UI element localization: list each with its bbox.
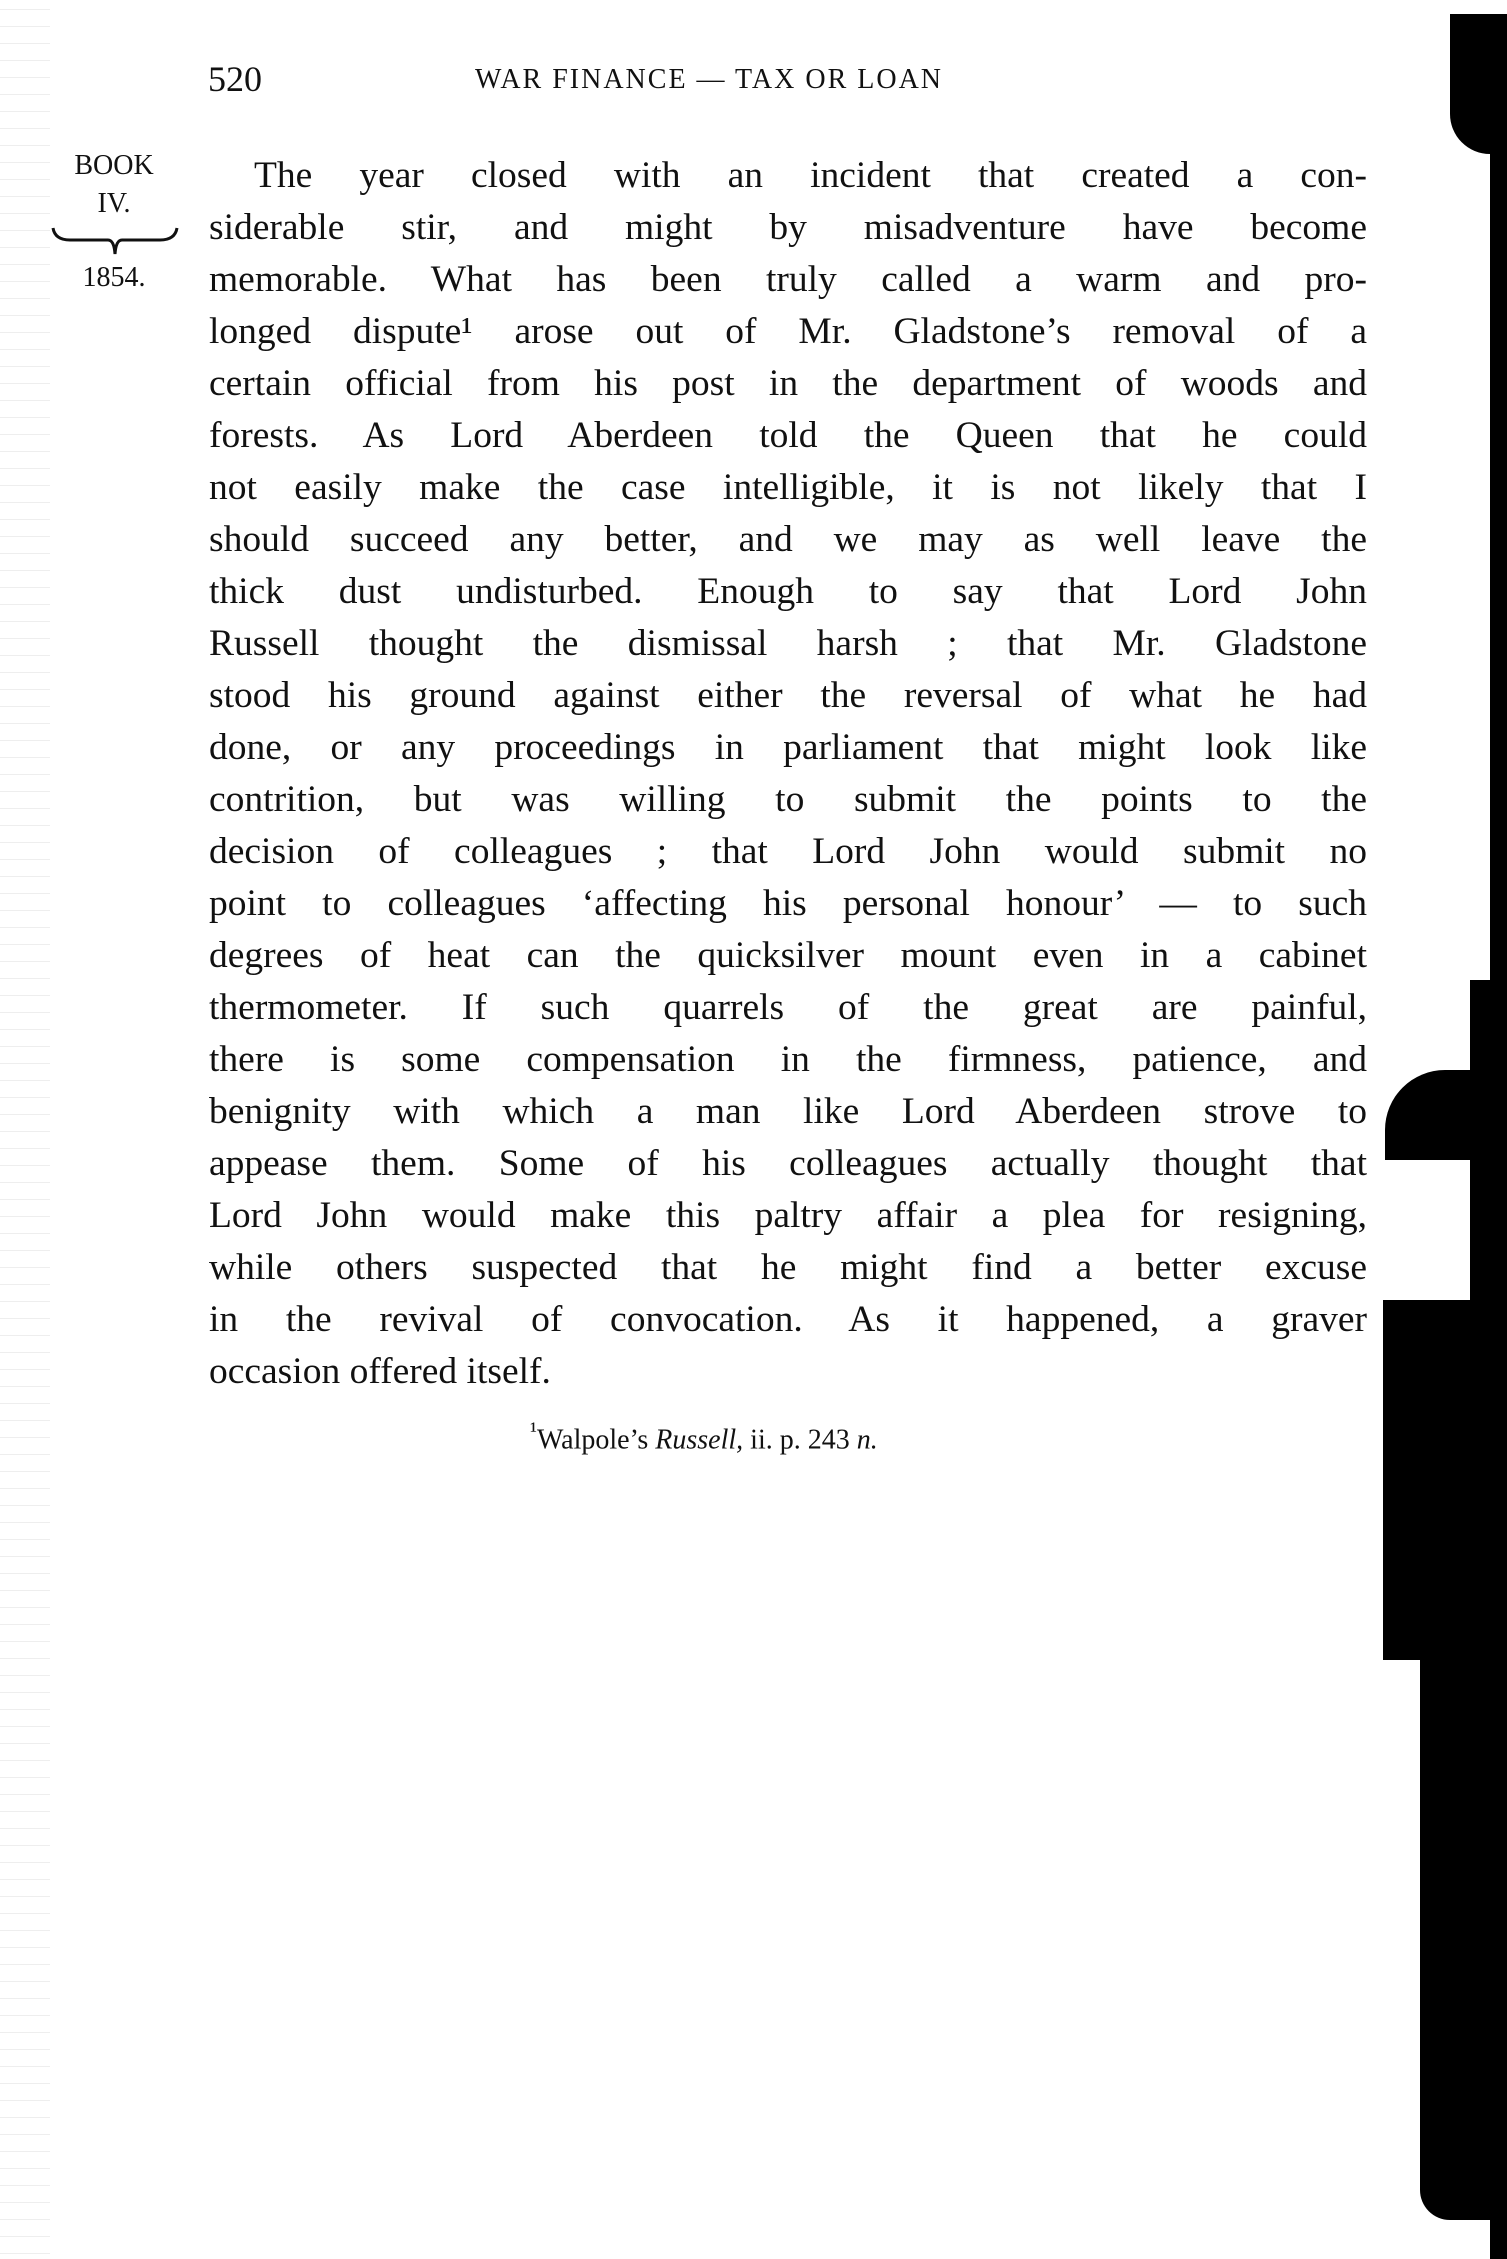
- text-line: contrition, but was willing to submit the points to the: [209, 779, 1367, 820]
- footnote-suffix: ii. p. 243: [743, 1424, 857, 1456]
- footnote-title: Russell,: [655, 1424, 744, 1456]
- text-line: while others suspected that he might find a better excuse: [209, 1247, 1367, 1288]
- text-line: should succeed any better, and we may as well leave the: [209, 519, 1367, 560]
- text-line: longed dispute¹ arose out of Mr. Gladstone’s removal of a: [209, 311, 1367, 352]
- scan-edge-shadow-top: [1450, 14, 1507, 154]
- brace-icon: [50, 226, 180, 256]
- text-line: thick dust undisturbed. Enough to say that Lord John: [209, 571, 1367, 612]
- body-text: [209, 150, 1367, 1398]
- text-line: point to colleagues ‘affecting his personal honour’ — to such: [209, 883, 1367, 924]
- text-line: stood his ground against either the reversal of what he had: [209, 675, 1367, 716]
- footnote-n: n.: [856, 1424, 878, 1456]
- text-line: The year closed with an incident that created a con-: [254, 155, 1367, 196]
- text-line: decision of colleagues ; that Lord John would submit no: [209, 831, 1367, 872]
- text-line: degrees of heat can the quicksilver mount even in a cabinet: [209, 935, 1367, 976]
- text-line: occasion offered itself.: [209, 1351, 551, 1392]
- text-line: there is some compensation in the firmness, patience, and: [209, 1039, 1367, 1080]
- page-number: 520: [208, 59, 262, 99]
- margin-volume: IV.: [97, 188, 131, 219]
- text-line: certain official from his post in the department of woods and: [209, 363, 1367, 404]
- text-line: memorable. What has been truly called a warm and pro-: [209, 259, 1367, 300]
- text-line: done, or any proceedings in parliament that might look like: [209, 727, 1367, 768]
- scan-edge-shadow-bottom: [1420, 1660, 1507, 2220]
- text-line: benignity with which a man like Lord Aberdeen strove to: [209, 1091, 1367, 1132]
- text-line: thermometer. If such quarrels of the great are painful,: [209, 987, 1367, 1028]
- margin-book: BOOK: [74, 150, 154, 181]
- scan-edge-shadow-mid: [1470, 980, 1507, 1340]
- text-line: Lord John would make this paltry affair a plea for resigning,: [209, 1195, 1367, 1236]
- footnote-marker: ¹: [530, 1418, 537, 1444]
- text-line: forests. As Lord Aberdeen told the Queen that he could: [209, 415, 1367, 456]
- text-line: appease them. Some of his colleagues actually thought that: [209, 1143, 1367, 1184]
- scan-edge-shadow-bulge: [1385, 1070, 1507, 1160]
- text-line: not easily make the case intelligible, it is not likely that I: [209, 467, 1367, 508]
- scan-edge-noise: [0, 0, 50, 2259]
- text-line: Russell thought the dismissal harsh ; that Mr. Gladstone: [209, 623, 1367, 664]
- footnote: [530, 1418, 878, 1456]
- footnote-prefix: Walpole’s: [537, 1424, 656, 1456]
- running-title: WAR FINANCE — TAX OR LOAN: [475, 64, 944, 95]
- text-line: in the revival of convocation. As it happened, a graver: [209, 1299, 1367, 1340]
- scan-edge-shadow-low: [1383, 1300, 1507, 1660]
- margin-year: 1854.: [82, 262, 146, 293]
- text-line: siderable stir, and might by misadventure have become: [209, 207, 1367, 248]
